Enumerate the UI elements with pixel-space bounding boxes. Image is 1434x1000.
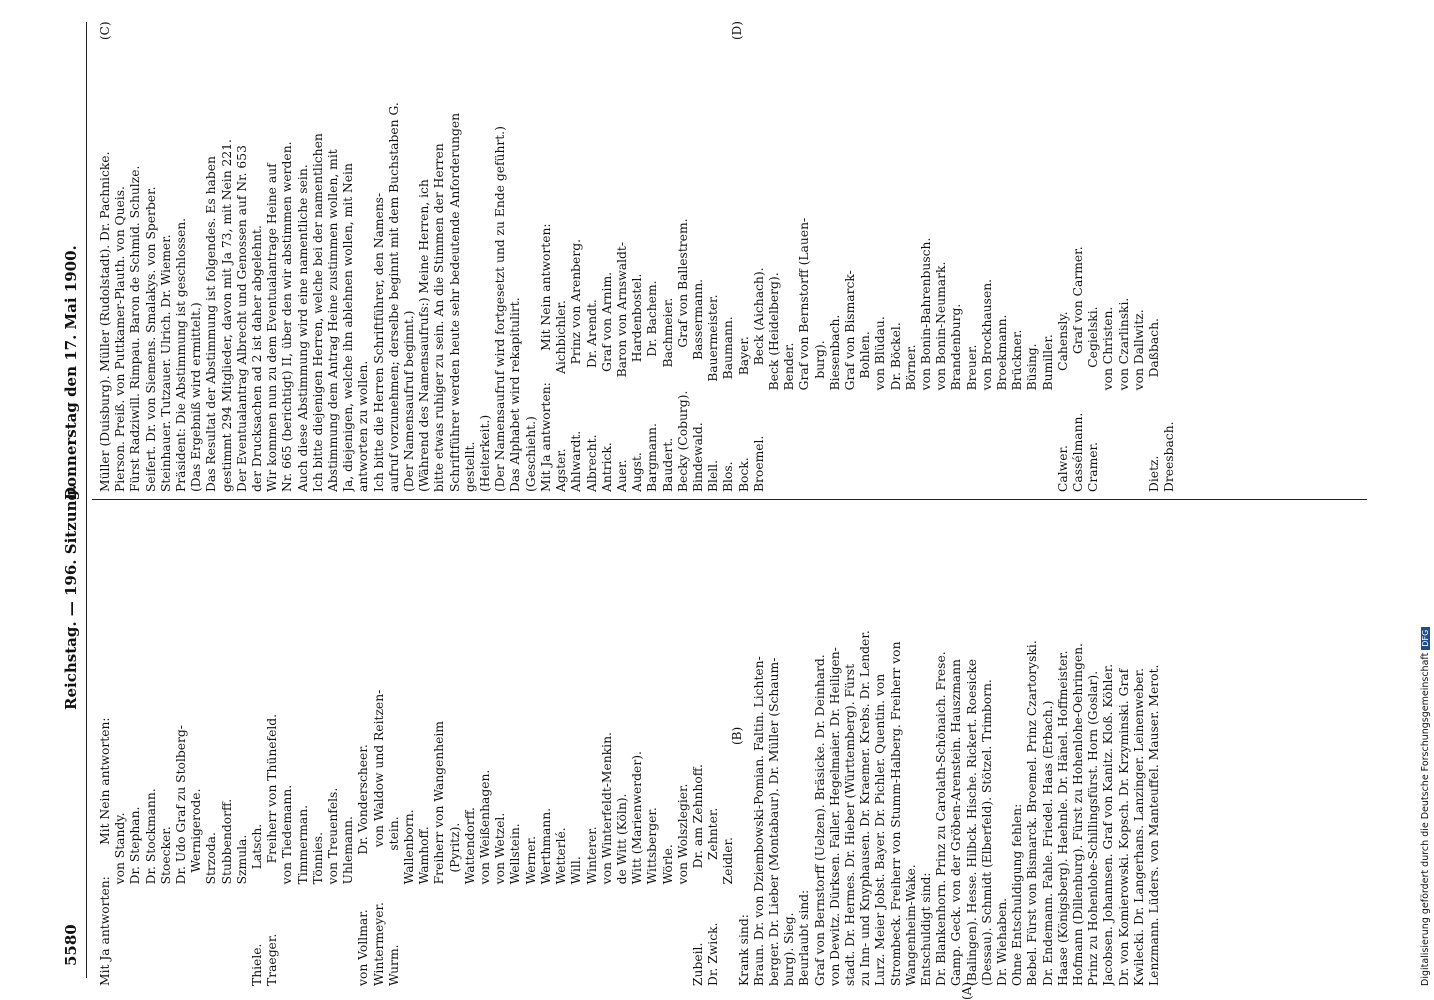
text-line: bitte etwas ruhiger zu sein. An die Stimmen der Herren [432,143,447,492]
text-line: (Während des Namensaufrufs:) Meine Herren, ich [417,179,432,492]
text-line: Bebel. Fürst von Bismarck. Broemel. Prinz Czartoryski. [1025,640,1040,986]
text-line: Wernigerode. [189,788,204,986]
text-line: Dreesbach. [1162,421,1177,492]
text-line: Nr. 665 (berichtigt) II, über den wir abstimmen werden. [280,141,295,492]
text-line: Brückner. [1010,329,1025,492]
text-line: Lurz. Meier Jobst. Bayer. Dr. Pichler. Quentin. von [873,673,888,986]
text-line: Schriftführer werden heute sehr bedeutende Anforderungen [447,112,462,492]
text-line: Wetterlé. [554,827,569,986]
text-line: von Christen. [1101,306,1116,492]
text-line: Strombeck. Freiherr von Stumm-Halberg. Freiherr von [888,641,903,986]
text-line: Dr. Stephan. [128,806,143,986]
text-line: Broekmann. [994,314,1009,492]
text-line: Cassélmann. Graf von Carmer. [1071,246,1085,492]
text-line: Dr. Endemann. Fahle. Friedel. Haas (Erbach.) [1040,700,1055,986]
text-line: Dr. Stockmann. [143,788,158,986]
text-line: Winterer. [584,826,599,986]
text-line: (Heiterkeit.) [478,414,493,492]
text-line: Will. [569,856,584,986]
text-line: Präsident: Die Abstimmung ist geschlossen. [174,217,189,492]
text-line: Traeger. Freiherr von Thünefeld. [265,713,280,986]
text-line: Szmula. [234,834,249,986]
text-line: Steinhauer. Tutzauer. Ulrich. Dr. Wiemer. [158,234,173,492]
text-line: Hofmann (Dillenburg). Fürst zu Hohenlohe-Oehringen. [1071,643,1085,986]
text-line: Antrick. Graf von Arnim. [599,271,614,492]
text-line: Ahlwardt. Prinz von Arenberg. [569,239,584,492]
text-line: Agster. Aichbichler. [554,300,569,492]
text-line: burg). Sieg. [782,912,797,986]
text-line: Fürst Radziwill. Rimpau. Baron de Schmid. Schulze. [128,165,143,492]
text-line: (Dessau). Schmidt (Elberfeld). Stötzel. Trimborn. [979,679,994,986]
text-line: Wattendorff. [462,807,477,986]
text-line: Braun. Dr. von Dziembowski-Pomian. Faltin. Lichten- [751,656,766,986]
text-line: Das Alphabet wird rekapitulirt. [508,297,523,492]
text-line: gestimmt 294 Mitglieder, davon mit Ja 73, mit Nein 221. [219,139,234,492]
text-line: Bender. [782,342,797,492]
text-line: von Wetzel. [493,812,508,986]
text-line: Calwer. Cahensly. [1055,311,1070,492]
text-line: Mit Ja antworten: Mit Nein antworten: [98,717,112,986]
text-line: Augst. Hardenbostel. [630,273,645,492]
text-line: Werthmann. [538,807,553,986]
credit-text: Digitalisierung gefördert durch die Deutsche Forschungsgemeinschaft [1420,652,1431,986]
text-line: Biesenbach. [827,314,842,492]
text-line: Wurm. stein. [386,816,401,986]
text-line: Dr. Udo Graf zu Stolberg- [174,725,189,986]
text-line: von Czarlinski. [1116,297,1131,492]
text-line: Krank sind: [736,914,751,986]
margin-marker-a: (A) [960,981,974,1000]
text-line: Kwilecki. Dr. Langerhans. Lanzinger. Leinenweber. [1131,667,1146,986]
text-line: Blos. Baumann. [721,316,736,492]
text-line: Beurlaubt sind: [797,889,812,986]
text-line: Graf von Bernstorff (Lauen- [797,217,812,492]
text-line: Cramer. Cegielski. [1086,306,1101,492]
text-line: Büsing. [1025,343,1040,492]
text-line: Müller (Duisburg). Müller (Rudolstadt). Dr. Pachnicke. [98,151,112,492]
text-line: burg). [812,340,827,492]
text-line: Lenzmann. Lüders. von Manteuffel. Mauser. Merot. [1147,664,1162,986]
text-line: Gamp. Geck. von der Gröben-Arenstein. Hauszmann [949,659,964,986]
text-line: Freiherr von Wangenheim [432,721,447,986]
right-column [98,18,1177,492]
text-line: Wallenborn. [402,809,417,986]
text-line: Blell. Bauermeister. [706,294,721,492]
margin-marker-b: (B) [730,726,744,745]
text-line: Wamhoff. [417,826,432,986]
text-line: Bargmann. Dr. Bachem. [645,280,660,492]
text-line: Haase (Königsberg). Haehnle. Dr. Hänel. Hoffmeister. [1055,650,1070,986]
text-line: Graf von Bismarck- [842,270,857,492]
text-line: (Der Namensaufruf wird fortgesetzt und zu Ende geführt.) [493,126,508,492]
text-line: Dr. Zwick. Zehnter. [706,807,721,986]
text-line: Mit Ja antworten: Mit Nein antworten: [538,223,553,492]
text-line: Dr. von Komierowski. Kopsch. Dr. Krzyminski. Graf [1116,668,1131,986]
text-line: Wintermeyer. von Waldow und Reitzen- [371,689,386,986]
text-line: von Bonin-Bahrenbusch. [918,237,933,492]
text-line: Graf von Bernstorff (Uelzen). Bräsicke. Dr. Deinhard. [812,654,827,986]
text-line: von Bonin-Neumark. [934,261,949,492]
text-line: Der Eventualantrag Albrecht und Genossen auf Nr. 653 [234,145,249,492]
header-rule [86,22,87,978]
page-header [62,0,92,1000]
text-line: (Geschieht.) [523,416,538,492]
text-line: Wittsberger. [645,807,660,986]
dfg-logo: DFG [1421,627,1430,650]
text-line: Entschuldigt sind: [918,872,933,986]
text-line: Timmerman. [295,804,310,986]
text-line: Börner. [903,344,918,492]
text-line: Strzoda. [204,832,219,986]
column-divider [92,499,1367,500]
text-line: Bock. Bayer. [736,336,751,492]
text-line: Ohne Entschuldigung fehlen: [1010,803,1025,986]
text-line: Stoecker. [158,826,173,986]
text-line: Zubeil. Dr. am Zehnhoff. [690,764,705,986]
text-line: Werner. [523,835,538,986]
text-line: Bumiller. [1040,334,1055,492]
text-line: Dietz. Daßbach. [1147,318,1162,492]
text-line: Seifert. Dr. von Siemens. Smalakys. von Sperber. [143,186,158,492]
text-line: Zeidler. [721,837,736,986]
text-line: Das Resultat der Abstimmung ist folgendes. Es haben [204,156,219,492]
page-number: 5580 [62,924,80,966]
text-line: von Blüdau. [873,316,888,492]
text-line: Auch diese Abstimmung wird eine namentliche sein. [295,164,310,492]
text-line: Wellstein. [508,823,523,986]
text-line: von Vollmar. Dr. Vonderscheer. [356,744,371,986]
text-line: Brandenburg. [949,303,964,492]
text-line: (Der Namensaufruf beginnt.) [402,310,417,492]
text-line: der Drucksachen ad 2 ist daher abgelehnt. [250,225,265,492]
text-line: (Das Ergebniß wird ermittelt.) [189,302,204,492]
text-line: Pierson. Preiß. von Puttkamer-Plauth. von Queis. [113,186,128,492]
text-line: Albrecht. Dr. Arendt. [584,299,599,492]
text-line: Broemel. Beck (Aichach). [751,267,766,492]
text-line: von Wolszlegier. [675,783,690,986]
session-title: Reichstag. — 196. Sitzung. [62,484,80,710]
text-line: stadt. Dr. Hermes. Dr. Hieber (Württemberg). Fürst [842,663,857,986]
text-line: von Brockhausen. [979,278,994,492]
text-line: von Weißenhagen. [478,769,493,986]
left-column [98,508,1162,986]
text-line: aufruf vorzunehmen; derselbe beginnt mit dem Buchstaben G. [386,102,401,492]
text-line: Jacobsen. Johannsen. Graf von Kanitz. Kloß. Köhler. [1101,663,1116,986]
text-line: Bindewald. Bassermann. [690,278,705,492]
text-line: Thiele. Latsch. [250,823,265,986]
text-line: Witt (Marienwerder). [630,751,645,986]
text-line: Breuer. [964,344,979,492]
text-line: Dr. Böckel. [888,322,903,492]
text-line: von Treuenfels. [326,787,341,986]
text-line: Wörle. [660,844,675,986]
text-line: Ich bitte diejenigen Herren, welche bei der namentlichen [310,133,325,492]
text-line: Abstimmung dem Antrag Heine zustimmen wollen, mit [326,149,341,492]
text-line: von Dallwitz. [1131,309,1146,492]
margin-marker-d: (D) [730,21,744,40]
text-line: Wir kommen nun zu dem Eventualantrage Heine auf [265,163,280,492]
text-line: (Balingen). Hesse. Hilbck. Hische. Rickert. Roesicke [964,658,979,986]
text-line: Ja, diejenigen, welche ihn ablehnen wollen, mit Nein [341,163,356,492]
text-line: Prinz zu Hohenlohe-Schillingsfürst. Horn (Goslar). [1086,670,1101,986]
text-line: Becky (Coburg). Graf von Ballestrem. [675,218,690,492]
text-line: Ich bitte die Herren Schriftführer, den Namens- [371,192,386,492]
margin-marker-c: (C) [98,21,112,40]
text-line: Wangenheim-Wake. [903,864,918,986]
digitization-credit [1418,6,1434,996]
text-line: von Standy. [113,812,128,986]
text-line: Dr. Wiehaben. [994,897,1009,986]
text-line: Auer. Baron von Arnswaldt- [614,241,629,492]
text-line: von Tiedemann. [280,784,295,986]
text-line: Stubbendorff. [219,798,234,986]
text-line: Bohlen. [858,331,873,492]
text-line: gestellt. [462,441,477,492]
text-line: Tönnies. [310,831,325,986]
text-line: de Witt (Köln). [614,793,629,986]
text-line: berger. Dr. Lieber (Montabaur). Dr. Müller (Schaum- [766,657,781,986]
text-line: Beck (Heidelberg). [766,272,781,492]
text-line: Baudert. Bachmeier. [660,297,675,492]
text-line: von Dewitz. Dürksen. Faller. Hegelmaier. Dr. Heiligen- [827,647,842,986]
text-line: zu Inn- und Knyphausen. Dr. Kraemer. Krebs. Dr. Lender. [858,630,873,986]
text-line: Dr. Blankenhorn. Prinz zu Carolath-Schönaich. Frese. [934,651,949,986]
session-date: Donnerstag den 17. Mai 1900. [62,245,80,500]
text-line: (Pyritz). [447,822,462,986]
text-line: Uhlemann. [341,816,356,986]
text-line: antworten zu wollen. [356,360,371,492]
text-line: von Winterfeldt-Menkin. [599,732,614,986]
